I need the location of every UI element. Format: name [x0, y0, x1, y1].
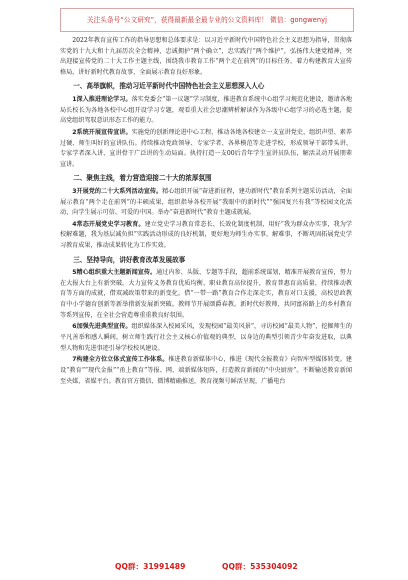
body-paragraph: [60, 128, 352, 170]
section-heading: 一、高举旗帜，推动习近平新时代中国特色社会主义思想深入人心: [73, 82, 265, 91]
body-paragraph: [60, 322, 352, 354]
qq-group-1: QQ群：31991489: [115, 562, 186, 571]
paragraph-text: 通过内参、头版、专题等手段，超前系统谋划，精准开展教育宣传，努力在大报大台上有新突破。大力宣传义务教育优质均衡、职业教育高位提升，教育普惠育高质量，持续推动教育等方面的成就，借双减政策带来的新变化。借“一带一路”教育合作走深走实，教育对口支援，高校思政教育中小学德育创新等新举措新发展新突破。教师节开展颂爵春教。新时代好教师、共同富裕路上的乡村教育等系列宣传，在全社会营造尊重重教良好氛围。: [60, 269, 353, 319]
document-body: [60, 36, 352, 388]
paragraph-text: 推进教育新媒体中心，推进《现代金报教育》向智库型媒体转变。建设“教育”“现代金报”“甬上教育”等报、网、端新媒体矩阵，打造教育新闻的“中央厨房”。不断输送教育新闻至央媒、省媒平台。教育官方微信、微博精确推送，教育视频号鲜活呈现，广播电台: [60, 356, 352, 385]
body-paragraph: [60, 268, 352, 321]
paragraph-subheading: 6加强先进典型宣传。: [72, 323, 132, 331]
paragraph-subheading: 2系统开展宣传宣讲。: [72, 128, 132, 136]
paragraph-text: 2022年教育宣传工作的指导思想和总体要求是：以习近平新时代中国特色社会主义思想为指导，贯彻落实党的十九大和十九届历次全会精神，忠诚拥护“两个确立”，忠实践行“两个维护”，弘扬伟大建党精神，突出迎接宣传党的二十大工作主题主线，围绕我市教育工作“两个走在前列”的目标任务，着力构建教育大宣传格局，讲好新时代教育故事，全面展示教育良好形象。: [60, 37, 352, 76]
body-paragraph: [60, 36, 352, 78]
paragraph-text: 落实党委会“第一议题”学习制度，推进教育系统中心组学习规范化建设，邀请各地局长校长为各地各校中心组开设学习专题，观看重大社会思潮辨析解读作为各级中心组学习的必选主题，提高党组织驾驭意识形态工作的能力。: [60, 95, 352, 125]
body-paragraph: [60, 355, 352, 387]
paragraph-subheading: 4常态开展党史学习教育。: [72, 220, 145, 228]
body-paragraph: [60, 220, 352, 252]
footer-qq-groups: [60, 558, 352, 574]
section-heading: 三、坚持导向，讲好教育改革发展故事: [73, 255, 186, 264]
paragraph-subheading: 5精心组织重大主题新闻宣传。: [72, 269, 157, 277]
paragraph-text: 组织媒体深入校园采风，发现校园“最美风景”，寻访校园“最美人物”，挖掘师生的平凡善举和感人瞬间，树立师生践行社会主义核心价值观的典型，以身边的典型引领青少年奋发进取，以典型人物和先进事迹引导学校校风建设。: [60, 323, 352, 352]
promo-banner: 关注头条号“公文研究”，获得最新最全最专业的公文资料库！ 微信：gongwenyj: [60, 8, 354, 32]
paragraph-text: 实施党的创新理论进中心工程，推动各地各校建立一支宣讲党史、组织声望、素养过硬、师生叫好的宣讲队伍。持续推动党政领导、专家学者、各界模范等走进学校，形成领导干部带头讲、专家学者深入讲、宣讲骨干广泛讲的生动局面。执持打造一支00后青年学生宣讲员队伍，解活灵动开展朋辈宣讲。: [60, 128, 352, 168]
section-heading: 二、聚焦主线，着力营造迎接二十大的浓厚氛围: [73, 174, 212, 183]
body-paragraph: [60, 187, 352, 219]
body-paragraph: [60, 95, 352, 127]
paragraph-subheading: 7构建全方位立体式宣传工作体系。: [72, 356, 169, 364]
paragraph-text: 建立党史学习教育常态长、长效化制度机制，用好“我为群众办实事，我为学校解难题，我为基层减负担”实践活动形成的良好机制，更好地为师生办实事，解难事，不断巩固拓展党史学习教育成果，推动成果转化为工作实效。: [60, 220, 352, 250]
qq-group-2: QQ群：535304092: [222, 562, 298, 571]
paragraph-text: 精心组织开展“奋进新征程，建功新时代”教育系列主题采访活动，全面展示教育“两个走在前列”的丰硕成果，组织指导各校开展“我眼中的新时代”“强国复兴有我”等校园文化活动，向学生展示可信、可爱的中国。举办“奋进新时代”教育主题成就展。: [60, 187, 352, 217]
paragraph-subheading: 3开展党的二十大系列活动宣传。: [72, 187, 163, 195]
paragraph-subheading: 1深入推进理论学习。: [72, 95, 132, 103]
